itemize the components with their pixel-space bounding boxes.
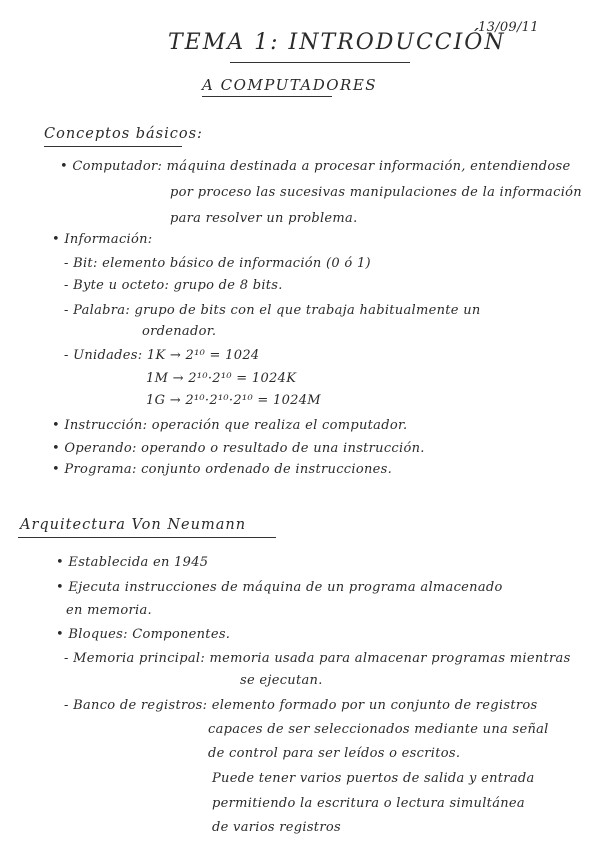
- note-line: - Palabra: grupo de bits con el que trabaja habitualmente un: [64, 303, 481, 318]
- note-line: Puede tener varios puertos de salida y entrada: [212, 771, 535, 786]
- note-line: por proceso las sucesivas manipulaciones de la información: [170, 185, 582, 200]
- note-line: • Ejecuta instrucciones de máquina de un programa almacenado: [56, 580, 503, 595]
- note-line: • Establecida en 1945: [56, 555, 209, 570]
- note-line: • Operando: operando o resultado de una instrucción.: [52, 441, 425, 456]
- date: 13/09/11: [478, 20, 539, 35]
- title-underline: [230, 62, 410, 63]
- note-line: - Bit: elemento básico de información (0 ó 1): [64, 256, 371, 271]
- note-line: • Información:: [52, 232, 153, 247]
- note-line: • Bloques: Componentes.: [56, 627, 231, 642]
- note-line: - Banco de registros: elemento formado por un conjunto de registros: [64, 698, 538, 713]
- note-line: • Instrucción: operación que realiza el computador.: [52, 418, 408, 433]
- note-line: • Computador: máquina destinada a procesar información, entendiendose: [60, 159, 571, 174]
- subtitle-underline: [202, 96, 332, 97]
- page-title: TEMA 1: INTRODUCCIÓN: [168, 30, 506, 55]
- note-line: - Memoria principal: memoria usada para almacenar programas mientras: [64, 651, 571, 666]
- note-line: para resolver un problema.: [170, 211, 358, 226]
- section-heading-underline: [18, 537, 276, 538]
- note-line: capaces de ser seleccionados mediante una señal: [208, 722, 549, 737]
- note-line: - Unidades: 1K → 2¹⁰ = 1024: [64, 348, 260, 363]
- note-line: 1G → 2¹⁰·2¹⁰·2¹⁰ = 1024M: [146, 393, 321, 408]
- note-line: de varios registros: [212, 820, 341, 835]
- note-line: en memoria.: [66, 603, 152, 618]
- note-line: • Programa: conjunto ordenado de instrucciones.: [52, 462, 393, 477]
- note-line: - Byte u octeto: grupo de 8 bits.: [64, 278, 283, 293]
- note-line: ordenador.: [142, 324, 217, 339]
- section-heading-underline: [44, 146, 182, 147]
- section-heading-arquitectura: Arquitectura Von Neumann: [20, 517, 247, 533]
- note-line: permitiendo la escritura o lectura simultánea: [212, 796, 525, 811]
- note-line: de control para ser leídos o escritos.: [208, 746, 461, 761]
- page-subtitle: A COMPUTADORES: [202, 76, 378, 94]
- note-line: 1M → 2¹⁰·2¹⁰ = 1024K: [146, 371, 297, 386]
- note-line: se ejecutan.: [240, 673, 323, 688]
- section-heading-conceptos: Conceptos básicos:: [44, 126, 203, 142]
